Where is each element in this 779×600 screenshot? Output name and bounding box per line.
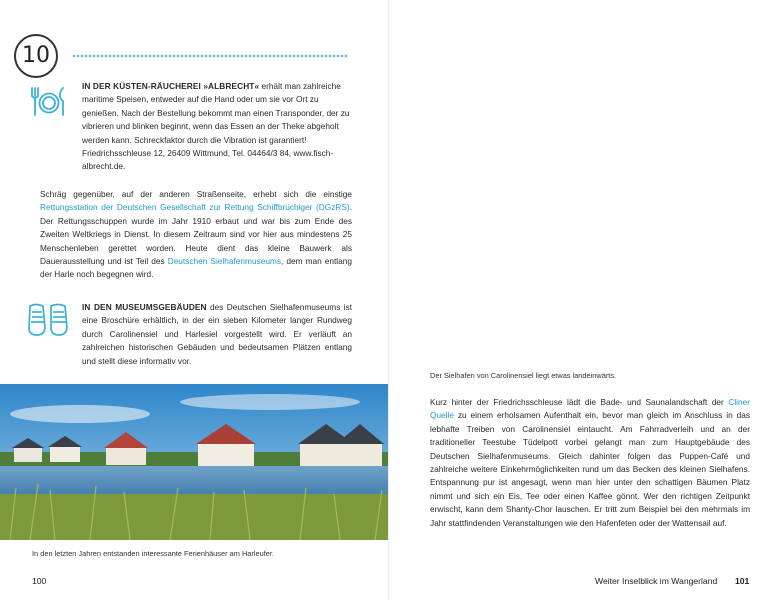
lead-in-bold: IN DEN MUSEUMSGEBÄUDEN: [82, 302, 207, 312]
paragraph-text: . Der Rettungsschuppen wurde im Jahr 1910 erbaut und war bis zum Ende des Zweiten Weltkriegs in Dienst. In diesem Zeitraum sind vor hier aus mindestens 25 Menschenleben gerettet worden. Heute dient das kleine Bauwerk als Dauerausstellung und ist Teil des: [40, 202, 352, 267]
right-page: [390, 0, 779, 600]
running-title: Weiter Inselblick im Wangerland: [595, 576, 718, 586]
photo-caption-right: Der Sielhafen von Carolinensiel liegt etwas landeinwärts.: [430, 371, 617, 380]
page-number-right: 101: [735, 576, 750, 586]
shoes-icon: [26, 302, 70, 338]
paragraph-cliner-quelle: [430, 396, 750, 530]
photo-ferienhaeuser: [0, 384, 390, 540]
paragraph-text: zu einem erholsamen Aufenthalt ein, bevor man gleich im Anschluss in das lebhafte Treiben von Carolinensiel eintaucht. Am Fahrradverleih und an der traditioneller Teestube Tüdelpott vorbei gelangt man zum Hauptgebäude des Deutschen Sielhafenmuseums. Gleich dahinter folgen das Puppen-Café und zahlreiche weitere Einkehrmöglichkeiten rund um das Becken des kleinen Sielhafens. Entspannung pur ist angesagt, wenn man hier unter den schattigen Bäumen Platz nimmt und sich ein Eis, Tee oder einen Kaffee gönnt. Wer den richtigen Zeitpunkt erwischt, kann dem Shanty-Chor lauschen. Er tritt zum Beispiel bei den mehrmals im Jahr stattfindenden Veranstaltungen wie den Hafenfeten oder der Wattensail auf.: [430, 410, 750, 528]
link-cliner-quelle[interactable]: Cliner Quelle: [430, 397, 750, 421]
cutlery-icon: [28, 84, 68, 118]
page-number-left: 100: [32, 576, 47, 586]
paragraph-text: Schräg gegenüber, auf der anderen Straßenseite, erhebt sich die einstige: [40, 189, 352, 199]
paragraph-text: Kurz hinter der Friedrichsschleuse lädt die Bade- und Saunalandschaft der: [430, 397, 729, 407]
paragraph-text: erhält man zahlreiche maritime Speisen, entweder auf die Hand oder um sie vor Ort zu genießen. Nach der Bestellung bekommt man einen Transponder, der zu vibrieren und blinken beginnt, wenn das Essen an der Theke abgeholt werden kann. Schreckfaktor durch die Vibration ist garantiert! Friedrichsschleuse 12, 26409 Wittmund, Tel. 04464/3 84, www.fisch-albrecht.de.: [82, 81, 350, 172]
link-sielhafenmuseum[interactable]: Deutschen Sielhafenmuseums: [167, 256, 281, 267]
link-dgzrs[interactable]: Rettungsstation der Deutschen Gesellschaft zur Rettung Schiffbrüchiger (DGzRS): [40, 202, 350, 213]
lead-in-bold: IN DER KÜSTEN-RÄUCHEREI »ALBRECHT«: [82, 81, 260, 91]
paragraph-museumsgebaeude: [82, 301, 352, 368]
dotted-rule: [72, 54, 348, 58]
photo-caption-left: In den letzten Jahren entstanden interessante Ferienhäuser am Harleufer.: [32, 549, 274, 558]
paragraph-text: des Deutschen Sielhafenmuseums ist eine Broschüre erhältlich, in der ein sieben Kilometer langer Rundweg durch Carolinensiel und Harlesiel vorgestellt wird. Er verläuft an zahlreichen historischen Gebäuden und bedeutsamen Plätzen entlang und stellt diese informativ vor.: [82, 302, 353, 366]
paragraph-text: , dem man entlang der Harle noch begegnen wird.: [40, 256, 352, 280]
paragraph-rettungsstation: [40, 188, 352, 282]
section-number-badge: 10: [14, 34, 58, 78]
paragraph-raeucherei: [82, 80, 352, 174]
